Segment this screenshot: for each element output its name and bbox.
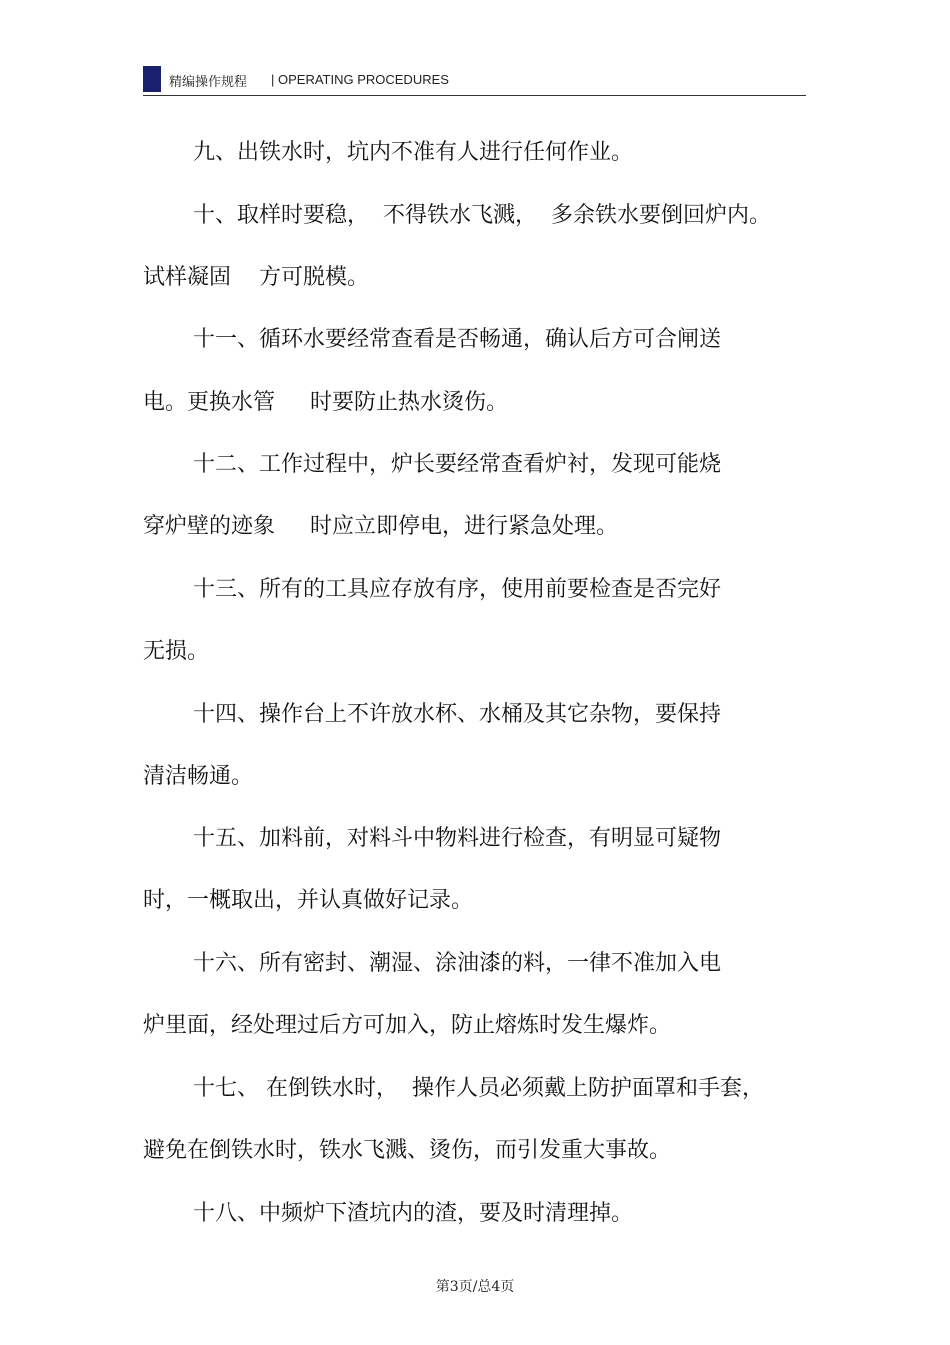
clause-12-line-1: 十二、工作过程中，炉长要经常查看炉衬，发现可能烧 — [193, 452, 722, 477]
clause-17-line-1: 十七、 在倒铁水时， 操作人员必须戴上防护面罩和手套， — [193, 1076, 764, 1101]
clause-10-line-2: 试样凝固 方可脱模。 — [143, 265, 369, 290]
clause-13-line-2: 无损。 — [143, 639, 210, 664]
clause-10-line-1: 十、取样时要稳， 不得铁水飞溅， 多余铁水要倒回炉内。 — [193, 203, 771, 228]
page-header — [143, 66, 806, 96]
header-subtitle: | OPERATING PROCEDURES — [271, 72, 449, 87]
clause-17-line-2: 避免在倒铁水时，铁水飞溅、烫伤，而引发重大事故。 — [143, 1138, 672, 1163]
logo-icon — [143, 66, 161, 92]
clause-14-line-1: 十四、操作台上不许放水杯、水桶及其它杂物，要保持 — [193, 702, 722, 727]
header-title: 精编操作规程 — [169, 75, 248, 90]
page-number: 第3页/总4页 — [435, 1279, 515, 1295]
clause-12-line-2: 穿炉壁的迹象 时应立即停电，进行紧急处理。 — [143, 514, 618, 539]
clause-11-line-2: 电。更换水管 时要防止热水烫伤。 — [143, 390, 508, 415]
clause-15-line-1: 十五、加料前，对料斗中物料进行检查，有明显可疑物 — [193, 826, 722, 851]
clause-16-line-2: 炉里面，经处理过后方可加入，防止熔炼时发生爆炸。 — [143, 1013, 672, 1038]
clause-14-line-2: 清洁畅通。 — [143, 764, 254, 789]
clause-13-line-1: 十三、所有的工具应存放有序，使用前要检查是否完好 — [193, 577, 722, 602]
clause-18-line-1: 十八、中频炉下渣坑内的渣，要及时清理掉。 — [193, 1201, 634, 1226]
clause-9-line-1: 九、出铁水时，坑内不准有人进行任何作业。 — [193, 140, 634, 165]
clause-16-line-1: 十六、所有密封、潮湿、涂油漆的料，一律不准加入电 — [193, 951, 722, 976]
clause-15-line-2: 时，一概取出，并认真做好记录。 — [143, 888, 474, 913]
clause-11-line-1: 十一、循环水要经常查看是否畅通，确认后方可合闸送 — [193, 327, 722, 352]
